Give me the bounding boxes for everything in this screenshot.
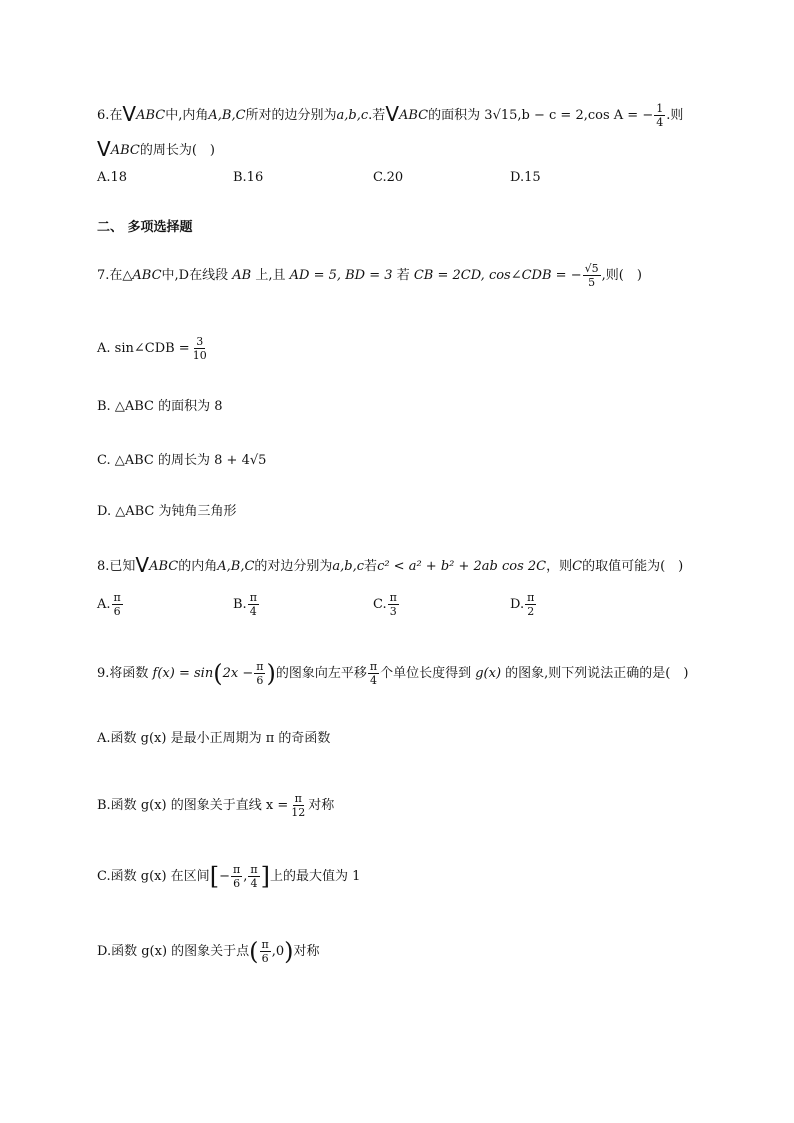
q6-text5: .则 xyxy=(666,108,684,123)
q8-option-d: D. $\frac{\pi}{2}$ xyxy=(510,591,535,618)
q6-angles: A,B,C xyxy=(208,108,246,123)
q8-option-c: C. $\frac{\pi}{3}$ xyxy=(373,591,397,618)
q6-option-b: B.16 xyxy=(233,170,264,185)
q9-option-c: C.函数 g(x) 在区间[− $\frac{\pi}{6}$ , $\frac{\pi}{4}$ ]上的最大值为 1 xyxy=(97,862,361,891)
q7-option-a: A. sin∠CDB = $\frac{3}{10}$ xyxy=(97,335,207,362)
triangle-symbol-icon: V xyxy=(97,137,111,161)
section-title: 二、 多项选择题 xyxy=(97,220,193,235)
q6-line1 xyxy=(97,102,683,129)
q6-text2: 所对的边分别为 xyxy=(245,108,337,123)
q7-option-d: D. △ABC 为钝角三角形 xyxy=(97,504,237,519)
q7-option-c: C. △ABC 的周长为 8 + 4√5 xyxy=(97,453,267,468)
q7-option-b: B. △ABC 的面积为 8 xyxy=(97,399,223,414)
q6-text1: 中,内角 xyxy=(165,108,209,123)
q9-option-b: B.函数 g(x) 的图象关于直线 x = $\frac{\pi}{12}$ 对称 xyxy=(97,792,335,819)
q6-area: 3√15 xyxy=(484,108,518,123)
q9-option-d: D.函数 g(x) 的图象关于点( $\frac{\pi}{6}$ ,0)对称 xyxy=(97,937,320,966)
q7-stem: 7.在△ABC中,D在线段 AB 上,且 AD = 5, BD = 3 若 CB = 2CD, cos∠CDB = − $\frac{√5}{5}$ ,则( ) xyxy=(97,262,642,289)
q6-text3: .若 xyxy=(368,108,386,123)
q6-triangle: ABC xyxy=(136,108,166,123)
q6-prefix: 6.在 xyxy=(97,108,123,123)
q9-option-a: A.函数 g(x) 是最小正周期为 π 的奇函数 xyxy=(97,731,331,746)
q6-fraction: $\frac{1}{4}$ xyxy=(656,102,664,129)
q6-sides: a,b,c xyxy=(336,108,369,123)
q6-condition: ,b − c = 2,cos A = − xyxy=(517,108,654,123)
triangle-symbol-icon: V xyxy=(135,553,150,577)
q6-text4: 的面积为 xyxy=(428,108,481,123)
q6-option-d: D.15 xyxy=(510,170,541,185)
q6-option-c: C.20 xyxy=(373,170,404,185)
q8-option-a: A. $\frac{\pi}{6}$ xyxy=(97,591,121,618)
q6-triangle: ABC xyxy=(399,108,429,123)
triangle-symbol-icon: V xyxy=(122,102,137,126)
q8-option-b: B. $\frac{\pi}{4}$ xyxy=(233,591,257,618)
triangle-symbol-icon: V xyxy=(385,102,399,126)
q7-fraction: $\frac{√5}{5}$ xyxy=(584,262,599,289)
q9-stem: 9.将函数 f(x) = sin(2x − $\frac{\pi}{6}$ )的图象向左平移 $\frac{\pi}{4}$ 个单位长度得到 g(x) 的图象,则下列说法正确的是( ) xyxy=(97,659,689,688)
q8-stem: 8.已知VABC的内角A,B,C的对边分别为a,b,c若c² < a² + b² + 2ab cos 2C，则C的取值可能为( ) xyxy=(97,553,684,577)
q6-option-a: A.18 xyxy=(97,170,128,185)
q6-perimeter-question: 的周长为( ) xyxy=(139,143,215,158)
q6-line2 xyxy=(97,137,215,161)
q6-triangle: ABC xyxy=(110,143,140,158)
